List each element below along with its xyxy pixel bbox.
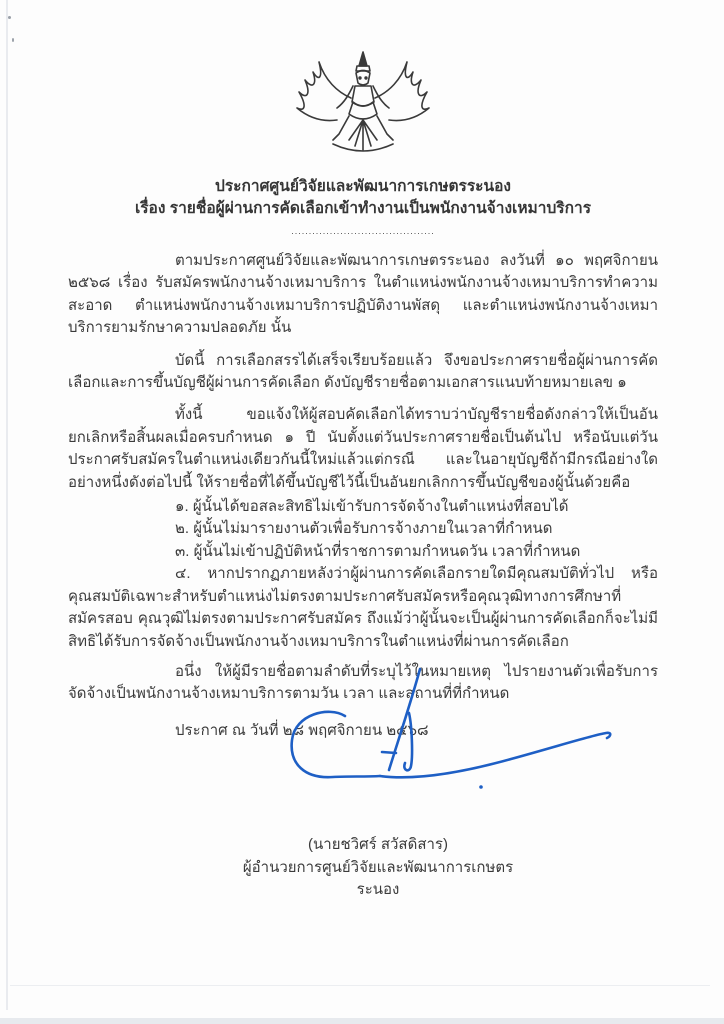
document-title-line1: ประกาศศูนย์วิจัยและพัฒนาการเกษตรระนอง	[215, 178, 511, 195]
emblem-container	[68, 50, 658, 168]
scan-bottom-artifact	[0, 1018, 724, 1024]
scan-speck	[12, 38, 14, 42]
list-item-1: ๑. ผู้นั้นได้ขอสละสิทธิไม่เข้ารับการจัดจ้างในตำแหน่งที่สอบได้	[175, 498, 569, 516]
list-item-2: ๒. ผู้นั้นไม่มารายงานตัวเพื่อรับการจ้างภายในเวลาที่กำหนด	[175, 520, 553, 538]
paragraph-announcement: บัดนี้ การเลือกสรรได้เสร็จเรียบร้อยแล้ว จึงขอประกาศรายชื่อผู้ผ่านการคัดเลือกและการขึ้นบัญชีผู้ผ่านการคัดเลือก ดังบัญชีรายชื่อตามเอกสารแนบท้ายหมายเลข ๑	[68, 351, 658, 392]
announcement-date-line: ประกาศ ณ วันที่ ๒๘ พฤศจิกายน ๒๕๖๘	[175, 721, 429, 739]
scan-speck	[8, 16, 11, 19]
document-title-line2: เรื่อง รายชื่อผู้ผ่านการคัดเลือกเข้าทำงานเป็นพนักงานจ้างเหมาบริการ	[134, 200, 592, 217]
signature-icon	[283, 664, 623, 796]
scan-faint-line-artifact	[10, 985, 710, 986]
signer-title: ผู้อำนวยการศูนย์วิจัยและพัฒนาการเกษตรระนอง	[242, 858, 514, 898]
dotted-divider: .........................................	[291, 226, 435, 236]
paragraph-reference: ตามประกาศศูนย์วิจัยและพัฒนาการเกษตรระนอง ลงวันที่ ๑๐ พฤศจิกายน ๒๕๖๘ เรื่อง รับสมัครพนักงานจ้างเหมาบริการ ในตำแหน่งพนักงานจ้างเหมาบริการทำความสะอาด ตำแหน่งพนักงานจ้างเหมาบริการปฏิบัติงานพัสดุ และตำแหน่งพนักงานจ้างเหมาบริการยามรักษาความปลอดภัย นั้น	[68, 252, 658, 337]
signer-block	[228, 834, 528, 901]
scan-edge-artifact	[6, 0, 8, 1010]
paragraph-closing: อนึ่ง ให้ผู้มีรายชื่อตามลำดับที่ระบุไว้ในหมายเหตุ ไปรายงานตัวเพื่อรับการจัดจ้างเป็นพนักงานจ้างเหมาบริการตามวัน เวลา และสถานที่ที่กำหนด	[68, 662, 658, 703]
list-item-3: ๓. ผู้นั้นไม่เข้าปฏิบัติหน้าที่ราชการตามกำหนดวัน เวลาที่กำหนด	[175, 542, 581, 560]
list-item-4: ๔. หากปรากฏภายหลังว่าผู้ผ่านการคัดเลือกรายใดมีคุณสมบัติทั่วไป หรือคุณสมบัติเฉพาะสำหรับตำแหน่งไม่ตรงตามประกาศรับสมัครหรือคุณวุฒิทางการศึกษาที่สมัครสอบ คุณวุฒิไม่ตรงตามประกาศรับสมัคร ถึงแม้ว่าผู้นั้นจะเป็นผู้ผ่านการคัดเลือกก็จะไม่มีสิทธิได้รับการจัดจ้างเป็นพนักงานจ้างเหมาบริการในตำแหน่งที่ผ่านการคัดเลือก	[68, 565, 658, 650]
garuda-emblem-icon	[293, 50, 433, 163]
paragraph-conditions-intro: ทั้งนี้ ขอแจ้งให้ผู้สอบคัดเลือกได้ทราบว่าบัญชีรายชื่อดังกล่าวให้เป็นอันยกเลิกหรือสิ้นผลเมื่อครบกำหนด ๑ ปี นับตั้งแต่วันประกาศรายชื่อเป็นต้นไป หรือนับแต่วันประกาศรับสมัครในตำแหน่งเดียวกันนี้ใหม่แล้วแต่กรณี และในอายุบัญชีถ้ามีกรณีอย่างใดอย่างหนึ่งดังต่อไปนี้ ให้รายชื่อที่ได้ขึ้นบัญชีไว้นี้เป็นอันยกเลิกการขึ้นบัญชีของผู้นั้นด้วยคือ	[68, 406, 658, 491]
signature-dot	[479, 785, 483, 789]
signer-name: (นายชวิศร์ สวัสดิสาร)	[308, 836, 448, 854]
